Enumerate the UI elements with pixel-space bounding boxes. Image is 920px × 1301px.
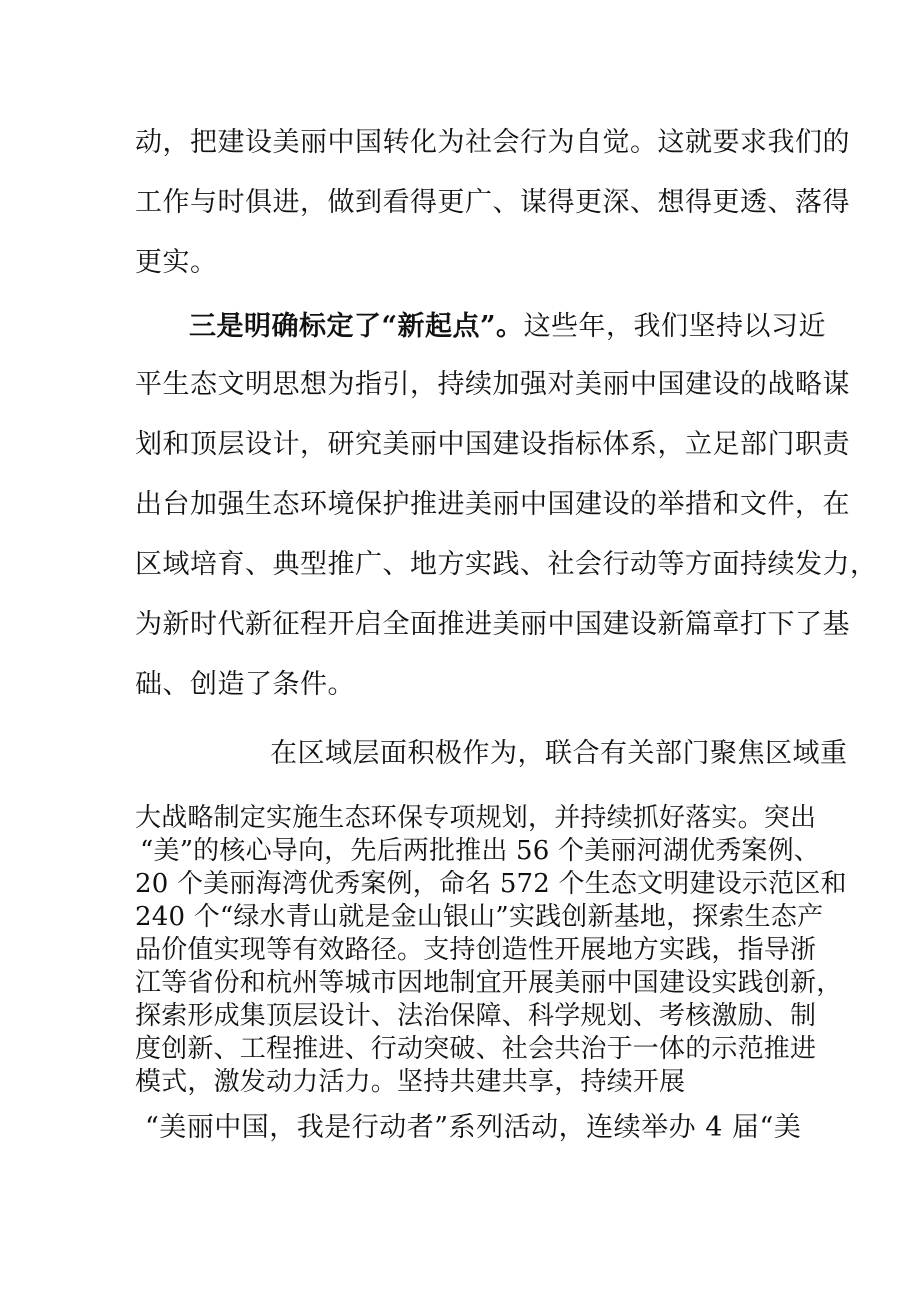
paragraph-3-line-6: 品价值实现等有效路径。支持创造性开展地方实践，指导浙 [135, 935, 817, 965]
paragraph-3-line-11: “美丽中国，我是行动者”系列活动，连续举办 4 届“美 [145, 1112, 802, 1143]
paragraph-3-line-1: 在区域层面积极作为，联合有关部门聚焦区域重 [270, 738, 848, 769]
paragraph-3-line-3: “美”的核心导向，先后两批推出 56 个美丽河湖优秀案例、 [140, 836, 820, 866]
paragraph-3-line-7: 江等省份和杭州等城市因地制宜开展美丽中国建设实践创新， [135, 968, 843, 998]
paragraph-1-line-3: 更实。 [135, 247, 218, 278]
paragraph-2-line-6: 为新时代新征程开启全面推进美丽中国建设新篇章打下了基 [135, 609, 850, 640]
paragraph-2-line-2: 平生态文明思想为指引，持续加强对美丽中国建设的战略谋 [135, 369, 850, 400]
paragraph-1-line-2: 工作与时俱进，做到看得更广、谋得更深、想得更透、落得 [135, 187, 850, 218]
paragraph-3-line-9: 度创新、工程推进、行动突破、社会共治于一体的示范推进 [135, 1034, 817, 1064]
paragraph-3-line-4: 20 个美丽海湾优秀案例，命名 572 个生态文明建设示范区和 [135, 869, 847, 899]
paragraph-2-line-1-rest: 这些年，我们坚持以习近 [523, 311, 827, 342]
paragraph-1-line-1: 动，把建设美丽中国转化为社会行为自觉。这就要求我们的 [135, 127, 850, 158]
paragraph-3-line-2: 大战略制定实施生态环保专项规划，并持续抓好落实。突出 [135, 803, 817, 833]
paragraph-3-line-10: 模式，激发动力活力。坚持共建共享，持续开展 [135, 1067, 686, 1097]
paragraph-2-line-7: 础、创造了条件。 [135, 669, 355, 700]
paragraph-2-line-5: 区域培育、典型推广、地方实践、社会行动等方面持续发力， [135, 549, 878, 580]
paragraph-2-line-3: 划和顶层设计，研究美丽中国建设指标体系，立足部门职责 [135, 429, 850, 460]
paragraph-3-line-8: 探索形成集顶层设计、法治保障、科学规划、考核激励、制 [135, 1001, 817, 1031]
paragraph-2-line-1 [189, 310, 826, 344]
paragraph-2-heading: 三是明确标定了“新起点”。 [189, 311, 524, 342]
paragraph-3-line-5: 240 个“绿水青山就是金山银山”实践创新基地，探索生态产 [135, 902, 824, 932]
paragraph-2-line-4: 出台加强生态环境保护推进美丽中国建设的举措和文件，在 [135, 489, 850, 520]
